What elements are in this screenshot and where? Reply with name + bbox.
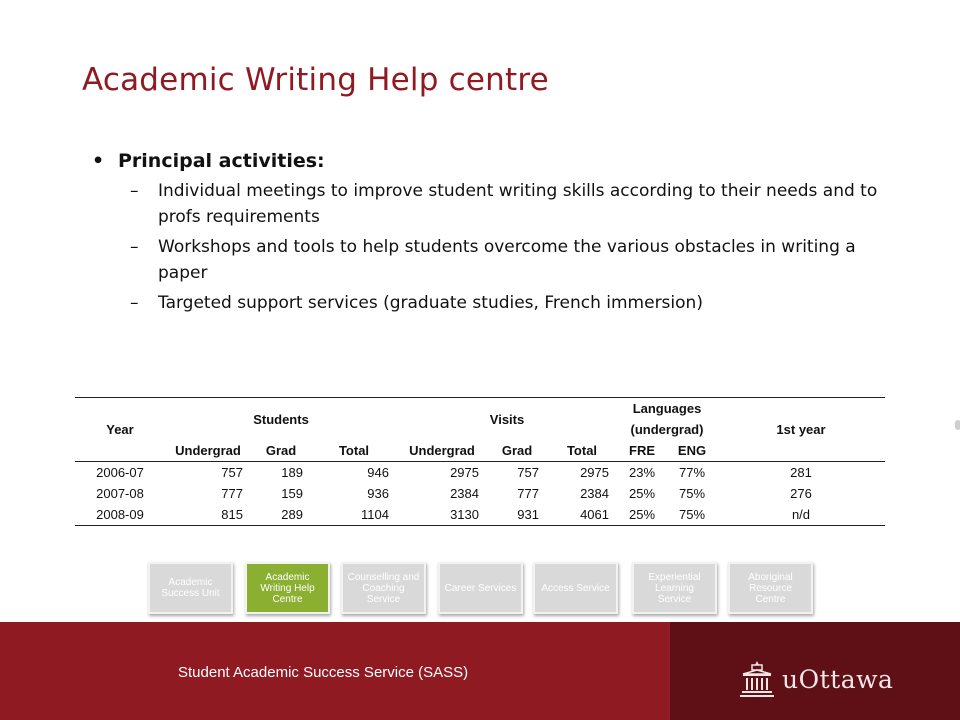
cell-students-undergrad: 757 — [165, 462, 251, 484]
dash-marker: – — [130, 181, 139, 201]
header-fre: FRE — [629, 443, 655, 458]
cell-students-grad: 159 — [281, 486, 303, 501]
footer-sass-label: Student Academic Success Service (SASS) — [178, 664, 469, 681]
header-students: Students — [165, 398, 397, 441]
cell-first-year: 281 — [717, 462, 885, 484]
cell-fre: 25% — [628, 486, 656, 501]
header-students-grad: Grad — [265, 443, 297, 458]
header-languages — [617, 398, 717, 441]
cell-fre: 23% — [617, 462, 667, 484]
cell-visits-undergrad: 3130 — [397, 504, 487, 526]
cell-year: 2007-08 — [96, 486, 144, 501]
edge-decoration — [955, 420, 960, 430]
cell-first-year: 276 — [790, 486, 812, 501]
cell-students-undergrad: 777 — [221, 486, 243, 501]
table-header-row — [75, 398, 885, 441]
header-students-undergrad: Undergrad — [175, 443, 241, 458]
service-academic-writing-help-centre[interactable]: Academic Writing Help Centre — [245, 562, 330, 614]
cell-visits-total: 2384 — [580, 486, 609, 501]
cell-visits-total: 2975 — [547, 462, 617, 484]
logo-wordmark: uOttawa — [782, 664, 894, 694]
dash-marker: – — [130, 293, 139, 313]
bullet-main-label: Principal activities: — [118, 150, 325, 172]
header-students-total: Total — [338, 443, 370, 458]
header-year: Year — [75, 398, 165, 462]
header-languages-sub: (undergrad) — [630, 422, 704, 437]
table-row — [75, 483, 885, 504]
bullet-dot: • — [92, 150, 105, 172]
activities-list — [92, 150, 892, 320]
table-row — [75, 462, 885, 484]
cell-students-total: 1104 — [311, 504, 397, 526]
cell-year: 2008-09 — [75, 504, 165, 526]
activity-item — [92, 290, 878, 316]
bullet-principal-activities — [92, 150, 892, 172]
cell-visits-grad: 777 — [517, 486, 539, 501]
cell-year: 2006-07 — [75, 462, 165, 484]
table-row — [75, 504, 885, 526]
cell-students-grad: 189 — [251, 462, 311, 484]
cell-first-year: n/d — [717, 504, 885, 526]
cell-eng: 75% — [678, 486, 706, 501]
service-career-services[interactable]: Career Services — [438, 562, 523, 614]
service-aboriginal-resource-centre[interactable]: Aboriginal Resource Centre — [728, 562, 813, 614]
statistics-table — [75, 397, 885, 526]
cell-visits-undergrad: 2975 — [397, 462, 487, 484]
cell-students-total: 936 — [367, 486, 389, 501]
header-visits-grad: Grad — [501, 443, 533, 458]
activity-text: Individual meetings to improve student writing skills according to their needs and to profs requirements — [158, 181, 878, 227]
activity-item — [92, 178, 878, 230]
activity-text: Workshops and tools to help students overcome the various obstacles in writing a paper — [158, 237, 856, 283]
cell-students-total: 946 — [311, 462, 397, 484]
dash-marker: – — [130, 237, 139, 257]
cell-students-undergrad: 815 — [165, 504, 251, 526]
cell-students-grad: 289 — [251, 504, 311, 526]
cell-eng: 75% — [667, 504, 717, 526]
cell-visits-undergrad: 2384 — [450, 486, 479, 501]
header-visits-total: Total — [566, 443, 598, 458]
cell-eng: 77% — [667, 462, 717, 484]
header-visits-undergrad: Undergrad — [409, 443, 475, 458]
service-academic-success-unit[interactable]: Academic Success Unit — [148, 562, 233, 614]
cell-visits-grad: 757 — [487, 462, 547, 484]
service-experiential-learning[interactable]: Experiential Learning Service — [632, 562, 717, 614]
cell-visits-total: 4061 — [547, 504, 617, 526]
footer-bar — [0, 622, 960, 720]
header-eng: ENG — [677, 443, 707, 458]
activity-item — [92, 234, 878, 286]
slide-title: Academic Writing Help centre — [82, 62, 549, 98]
service-access-service[interactable]: Access Service — [533, 562, 618, 614]
service-nav — [148, 562, 828, 618]
header-visits: Visits — [397, 398, 617, 441]
cell-visits-grad: 931 — [487, 504, 547, 526]
activity-text: Targeted support services (graduate studies, French immersion) — [158, 293, 703, 313]
service-counselling-coaching[interactable]: Counselling and Coaching Service — [341, 562, 426, 614]
header-first-year: 1st year — [717, 398, 885, 462]
university-building-icon — [740, 660, 774, 698]
header-languages-label: Languages — [632, 401, 702, 416]
cell-fre: 25% — [617, 504, 667, 526]
uottawa-logo[interactable] — [740, 660, 893, 698]
